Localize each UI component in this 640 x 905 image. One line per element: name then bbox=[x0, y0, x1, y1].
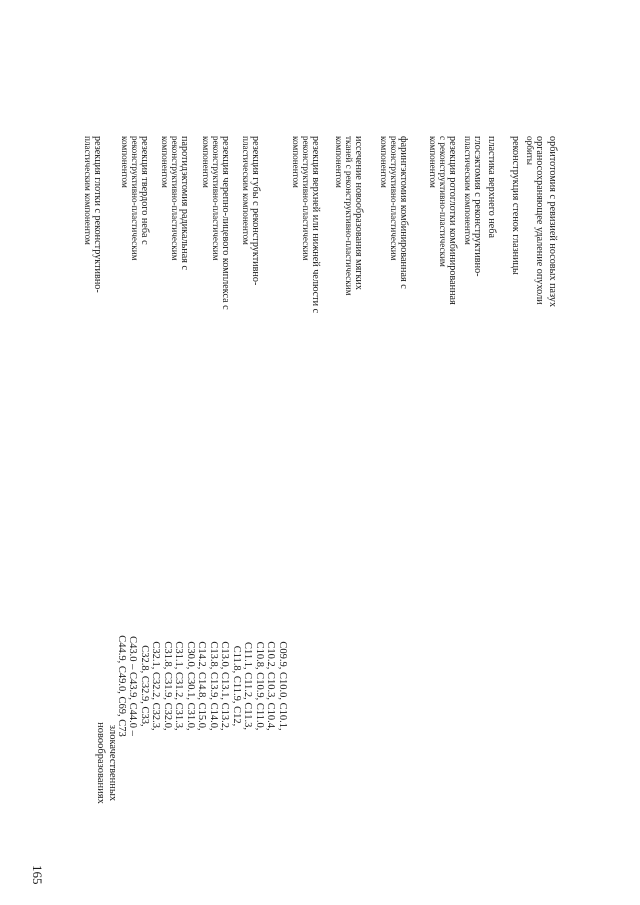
procedure-item bbox=[427, 136, 457, 381]
procedure-line: паротидэктомия радикальная с bbox=[179, 136, 190, 271]
procedure-item bbox=[240, 136, 260, 381]
procedure-line: реконструкция стенок глазницы bbox=[510, 136, 521, 275]
text-line: C32.8, C32.9, C33, bbox=[139, 645, 150, 727]
procedure-line: реконструктивно-пластическим bbox=[170, 136, 181, 261]
procedure-line: пластика верхнего неба bbox=[486, 136, 497, 239]
procedure-line: резекция черепно-лицевого комплекса с bbox=[220, 136, 231, 310]
text-line: C10.2, C10.3, C10.4, bbox=[265, 641, 277, 731]
text-line: C10.8, C10.9, C11.0, bbox=[254, 641, 265, 731]
procedure-line: орбитотомия с ревизией носовых пазух bbox=[547, 136, 558, 308]
procedure-line: реконструктивно-пластическим bbox=[389, 136, 400, 261]
procedure-item bbox=[159, 136, 189, 381]
text-line: новообразованиях bbox=[95, 722, 106, 804]
procedure-item bbox=[462, 136, 482, 381]
text-line: C13.8, C13.9, C14.0, bbox=[208, 641, 219, 731]
text-line: C31.1, C31.2, C31.3, bbox=[173, 641, 185, 731]
procedure-line: реконструктивно-пластическим bbox=[211, 136, 222, 261]
procedure-line: иссечение новообразования мягких bbox=[353, 136, 364, 290]
procedure-line: фарингэктомия комбинированная с bbox=[398, 136, 409, 289]
procedure-line: реконструктивно-пластическим bbox=[301, 136, 312, 261]
text-line: C30.0, C30.1, C31.0, bbox=[185, 641, 196, 731]
page-number: 165 bbox=[30, 865, 45, 885]
text-line: C13.0, C13.1, C13.2, bbox=[219, 641, 231, 731]
procedure-item bbox=[119, 136, 149, 381]
procedure-line: тканей с реконструктивно-пластическим bbox=[344, 136, 355, 296]
procedure-line: компонентом bbox=[334, 136, 345, 188]
procedure-item bbox=[378, 136, 408, 381]
procedure-item bbox=[82, 136, 102, 381]
text-line: C11.8, C11.9, C12, bbox=[231, 645, 242, 727]
procedure-line: пластическим компонентом bbox=[83, 136, 94, 245]
procedure-line: резекция губы с реконструктивно- bbox=[250, 136, 261, 286]
procedure-item bbox=[333, 136, 363, 381]
diagnosis-text bbox=[94, 718, 118, 808]
procedure-line: органосохраняющее удаление опухоли bbox=[534, 136, 545, 305]
procedure-item bbox=[200, 136, 230, 381]
text-line: C31.8, C31.9, C32.0, bbox=[162, 641, 173, 731]
procedure-line: резекция твердого неба с bbox=[139, 136, 150, 245]
procedure-line: компонентом bbox=[291, 136, 302, 188]
procedure-item bbox=[524, 136, 544, 381]
procedure-line: глосэктомия с реконструктивно- bbox=[472, 136, 483, 277]
procedure-line: компонентом bbox=[379, 136, 390, 188]
procedure-line: компонентом bbox=[160, 136, 171, 188]
procedure-line: пластическим компонентом bbox=[241, 136, 252, 245]
procedure-line: компонентом bbox=[201, 136, 212, 188]
text-line: C32.1, C32.2, C32.3, bbox=[150, 641, 162, 731]
procedure-item bbox=[486, 136, 496, 381]
text-line: C43.0 – C43.9, C44.0 – bbox=[127, 636, 139, 736]
procedure-item bbox=[510, 136, 520, 381]
procedure-line: резекция верхней или нижней челюсти с bbox=[310, 136, 321, 314]
text-line: C11.1, C11.2, C11.3, bbox=[242, 641, 254, 731]
procedure-line: резекция ротоглотки комбинированная bbox=[447, 136, 458, 305]
procedure-line: с реконструктивно-пластическим bbox=[438, 136, 449, 267]
procedure-line: компонентом bbox=[428, 136, 439, 188]
procedure-line: орбиты bbox=[525, 136, 536, 165]
text-line: C09.9, C10.0, C10.1, bbox=[277, 641, 288, 731]
procedure-line: резекция глотки с реконструктивно- bbox=[92, 136, 103, 293]
icd-codes bbox=[116, 596, 289, 776]
procedure-line: реконструктивно-пластическим bbox=[130, 136, 141, 261]
text-line: злокачественных bbox=[107, 724, 118, 802]
text-line: C14.2, C14.8, C15.0, bbox=[196, 641, 208, 731]
procedure-item bbox=[547, 136, 557, 381]
procedure-item bbox=[290, 136, 320, 381]
text-line: C44.9, C49.0, C69, C73 bbox=[116, 635, 127, 737]
procedure-line: компонентом bbox=[120, 136, 131, 188]
procedure-line: пластическим компонентом bbox=[463, 136, 474, 245]
